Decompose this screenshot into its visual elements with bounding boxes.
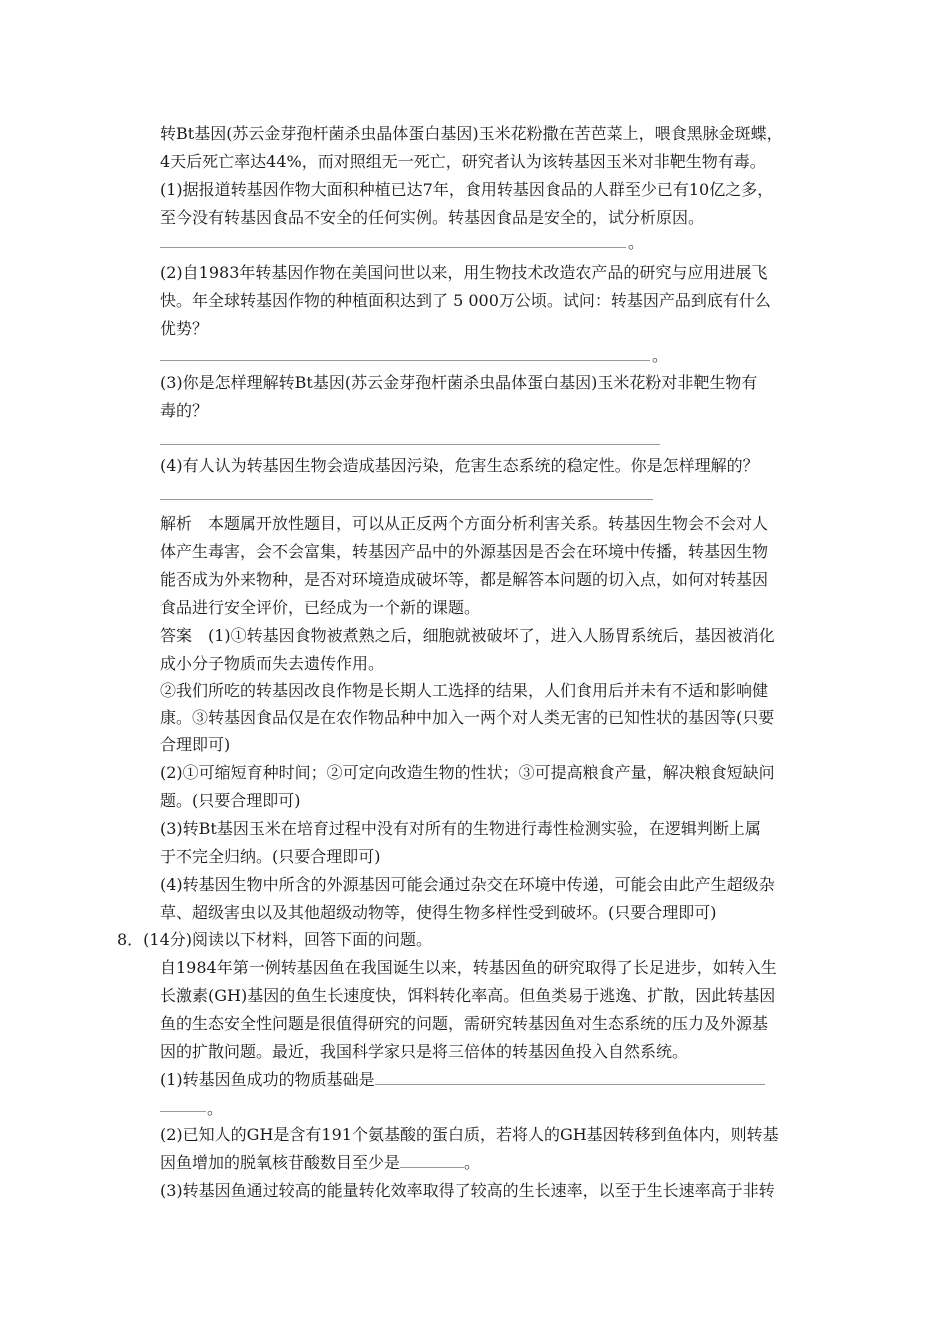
q2-line-3: 优势？	[160, 319, 209, 338]
q3-line-1: (3)你是怎样理解转Bt基因(苏云金芽孢杆菌杀虫晶体蛋白基因)玉米花粉对非靶生物有	[160, 373, 758, 392]
q3-line-2: 毒的？	[160, 401, 209, 420]
q4-answer-blank[interactable]	[160, 499, 653, 500]
q8-sub2-blank[interactable]	[400, 1152, 464, 1168]
q1-line-2: 至今没有转基因食品不安全的任何实例。转基因食品是安全的，试分析原因。	[160, 208, 705, 227]
q8-sub2-line-2	[160, 1152, 480, 1174]
analysis-line-4: 食品进行安全评价，已经成为一个新的课题。	[160, 598, 481, 617]
q8-sub2-line-1: (2)已知人的GH是含有191个氨基酸的蛋白质，若将人的GH基因转移到鱼体内，则转基	[160, 1125, 779, 1144]
answer-line-5: 合理即可)	[160, 735, 231, 754]
q8-sub2-text: 因鱼增加的脱氧核苷酸数目至少是	[160, 1153, 401, 1172]
q8-sub2-period: 。	[464, 1153, 481, 1172]
answer-line-3: ②我们所吃的转基因改良作物是长期人工选择的结果，人们食用后并未有不适和影响健	[160, 681, 769, 700]
q1-line-1: (1)据报道转基因作物大面积种植已达7年，食用转基因食品的人群至少已有10亿之多，	[160, 180, 774, 199]
q8-sub3-line-1: (3)转基因鱼通过较高的能量转化效率取得了较高的生长速率，以至于生长速率高于非转	[160, 1181, 775, 1200]
q3-answer-blank[interactable]	[160, 444, 660, 445]
answer-line-8: (3)转Bt基因玉米在培育过程中没有对所有的生物进行毒性检测实验，在逻辑判断上属	[160, 819, 761, 838]
answer-line-7: 题。(只要合理即可)	[160, 791, 301, 810]
answer-line-10: (4)转基因生物中所含的外源基因可能会通过杂交在环境中传递，可能会由此产生超级杂	[160, 875, 775, 894]
answer-line-1: 答案 (1)①转基因食物被煮熟之后，细胞就被破坏了，进入人肠胃系统后，基因被消化	[160, 626, 775, 645]
q8-material-line-3: 鱼的生态安全性问题是很值得研究的问题，需研究转基因鱼对生态系统的压力及外源基	[160, 1014, 769, 1033]
q8-sub1	[160, 1069, 765, 1091]
answer-line-2: 成小分子物质而失去遗传作用。	[160, 654, 385, 673]
analysis-line-1: 解析 本题属开放性题目，可以从正反两个方面分析利害关系。转基因生物会不会对人	[160, 514, 769, 533]
q1-period: 。	[628, 233, 645, 252]
q1-answer-blank[interactable]	[160, 247, 626, 248]
q8-sub1-blank[interactable]	[375, 1069, 765, 1085]
q2-line-1: (2)自1983年转基因作物在美国问世以来，用生物技术改造农产品的研究与应用进展飞	[160, 263, 768, 282]
q2-period: 。	[652, 346, 669, 365]
q8-heading: 8．(14分)阅读以下材料，回答下面的问题。	[117, 930, 433, 949]
answer-line-4: 康。③转基因食品仅是在农作物品种中加入一两个对人类无害的已知性状的基因等(只要	[160, 708, 775, 727]
q8-material-line-1: 自1984年第一例转基因鱼在我国诞生以来，转基因鱼的研究取得了长足进步，如转入生	[160, 958, 777, 977]
q8-sub1-period: 。	[207, 1099, 224, 1118]
q8-sub1-blank-cont[interactable]	[160, 1111, 206, 1112]
q4-line-1: (4)有人认为转基因生物会造成基因污染，危害生态系统的稳定性。你是怎样理解的？	[160, 456, 759, 475]
q8-material-line-2: 长激素(GH)基因的鱼生长速度快，饵料转化率高。但鱼类易于逃逸、扩散，因此转基因	[160, 986, 776, 1005]
answer-line-6: (2)①可缩短育种时间；②可定向改造生物的性状；③可提高粮食产量，解决粮食短缺问	[160, 763, 775, 782]
q8-material-line-4: 因的扩散问题。最近，我国科学家只是将三倍体的转基因鱼投入自然系统。	[160, 1042, 689, 1061]
analysis-line-3: 能否成为外来物种，是否对环境造成破坏等，都是解答本问题的切入点，如何对转基因	[160, 570, 769, 589]
intro-line-1: 转Bt基因(苏云金芽孢杆菌杀虫晶体蛋白基因)玉米花粉撒在苦芭菜上，喂食黑脉金斑蝶，	[160, 124, 783, 143]
analysis-line-2: 体产生毒害，会不会富集，转基因产品中的外源基因是否会在环境中传播，转基因生物	[160, 542, 769, 561]
intro-line-2: 4天后死亡率达44%，而对照组无一死亡，研究者认为该转基因玉米对非靶生物有毒。	[160, 152, 766, 171]
q2-answer-blank[interactable]	[160, 360, 650, 361]
q2-line-2: 快。年全球转基因作物的种植面积达到了 5 000万公顷。试问：转基因产品到底有什么	[160, 291, 771, 310]
answer-line-11: 草、超级害虫以及其他超级动物等，使得生物多样性受到破坏。(只要合理即可)	[160, 903, 717, 922]
q8-sub1-text: (1)转基因鱼成功的物质基础是	[160, 1070, 375, 1089]
answer-line-9: 于不完全归纳。(只要合理即可)	[160, 847, 381, 866]
